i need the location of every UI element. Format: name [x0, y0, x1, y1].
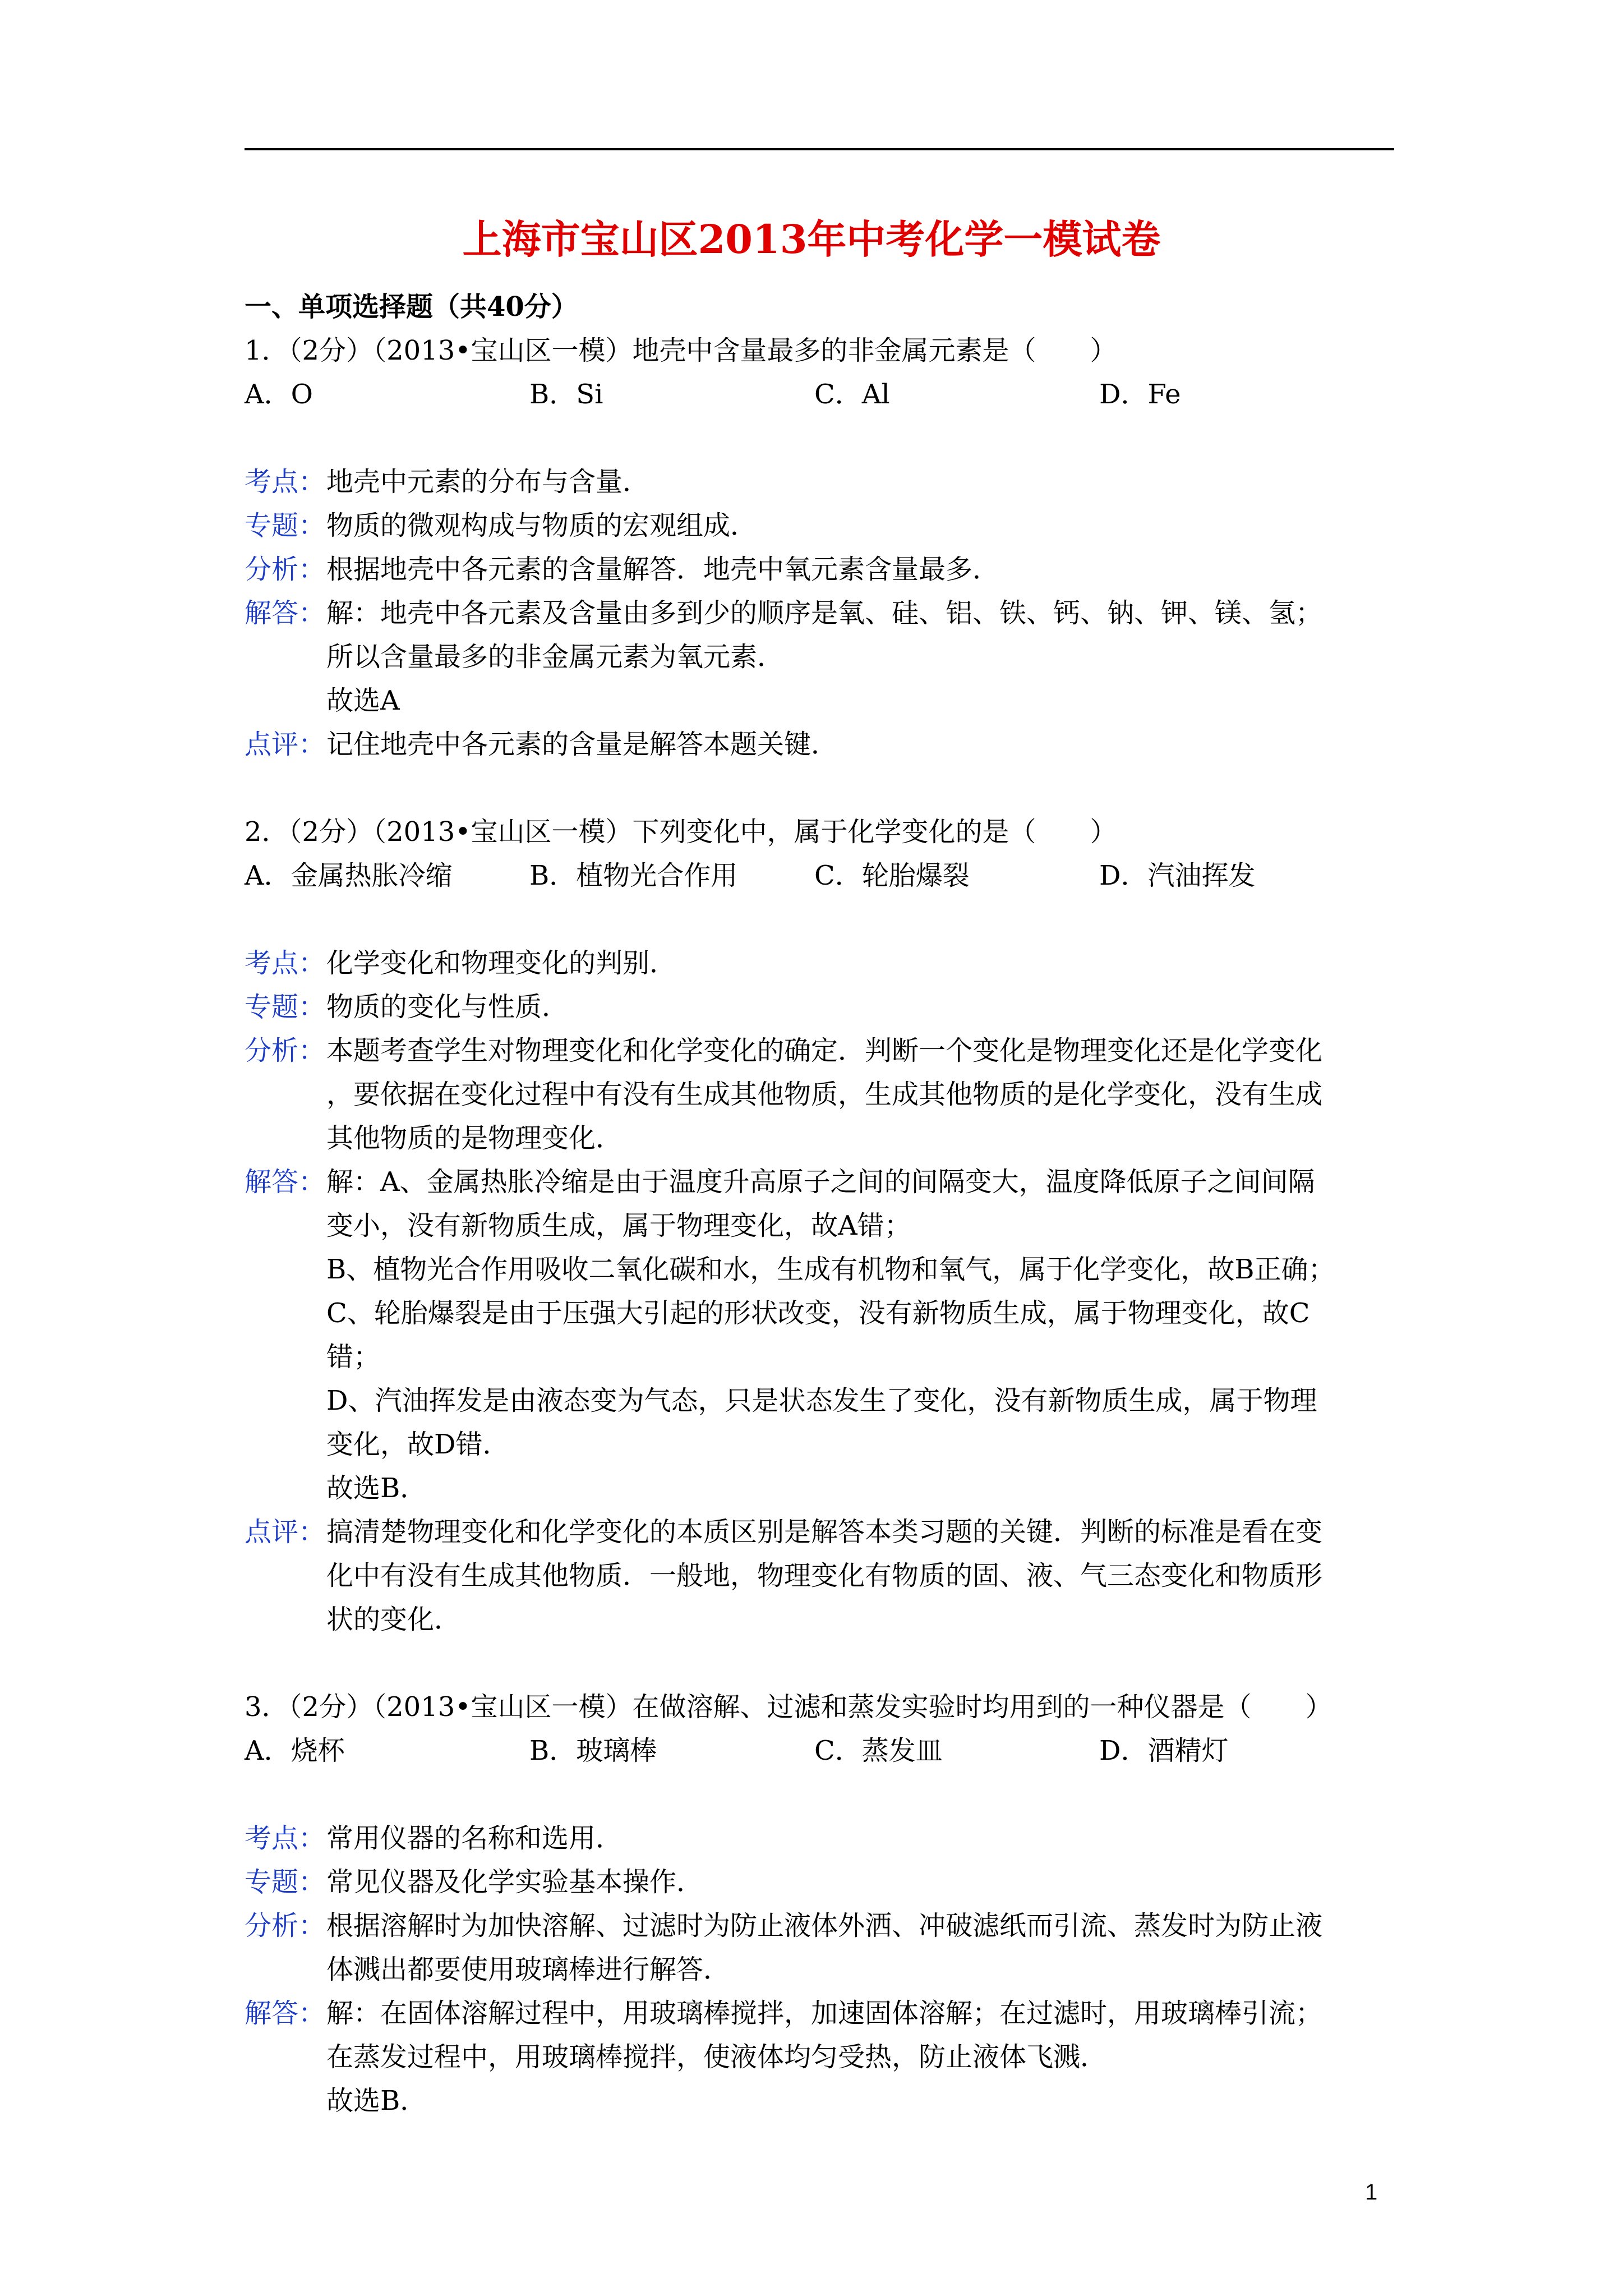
- dianping-label: 点评：: [245, 1516, 326, 1548]
- section-heading: 一、单项选择题（共40分）: [245, 291, 578, 323]
- jieda-row: [245, 1991, 1400, 2123]
- question-1: [245, 329, 1400, 766]
- page-number: 1: [1365, 2180, 1378, 2205]
- zhuanti-row: [245, 985, 1400, 1029]
- fenxi-line: 其他物质的是物理变化．: [326, 1122, 623, 1154]
- option-c: C．轮胎爆裂: [814, 860, 970, 891]
- fenxi-line: 本题考查学生对物理变化和化学变化的确定．判断一个变化是物理变化还是化学变化: [326, 1035, 1323, 1066]
- option-a: A．烧杯: [245, 1735, 345, 1766]
- fenxi-row: [245, 547, 1400, 591]
- fenxi-label: 分析：: [245, 1910, 326, 1941]
- option-c: C．Al: [814, 379, 890, 410]
- fenxi-line: 体溅出都要使用玻璃棒进行解答．: [326, 1954, 731, 1985]
- zhuanti-text: 物质的变化与性质．: [326, 991, 569, 1023]
- document-body: [245, 285, 1400, 2123]
- option-c: C．蒸发皿: [814, 1735, 943, 1766]
- option-b: B．植物光合作用: [529, 860, 738, 891]
- jieda-row: [245, 591, 1400, 723]
- jieda-line: 变化，故D错．: [326, 1429, 510, 1460]
- dianping-line: 搞清楚物理变化和化学变化的本质区别是解答本类习题的关键．判断的标准是看在变: [326, 1516, 1323, 1548]
- fenxi-row: [245, 1904, 1400, 1991]
- header-rule: [245, 148, 1394, 150]
- kaodian-label: 考点：: [245, 947, 326, 979]
- kaodian-row: [245, 941, 1400, 985]
- fenxi-line: ，要依据在变化过程中有没有生成其他物质，生成其他物质的是化学变化，没有生成: [326, 1079, 1323, 1110]
- question-stem: 2．（2分）（2013•宝山区一模）下列变化中，属于化学变化的是（ ）: [245, 816, 1117, 848]
- fenxi-row: [245, 1029, 1400, 1160]
- zhuanti-row: [245, 1860, 1400, 1904]
- kaodian-text: 化学变化和物理变化的判别．: [326, 947, 677, 979]
- question-stem: 1．（2分）（2013•宝山区一模）地壳中含量最多的非金属元素是（ ）: [245, 335, 1117, 366]
- fenxi-line: 根据地壳中各元素的含量解答．地壳中氧元素含量最多．: [326, 554, 1000, 585]
- options-row: [245, 1729, 1400, 1773]
- option-b: B．玻璃棒: [529, 1735, 657, 1766]
- question-stem: 3．（2分）（2013•宝山区一模）在做溶解、过滤和蒸发实验时均用到的一种仪器是（ ）: [245, 1691, 1332, 1723]
- kaodian-text: 地壳中元素的分布与含量．: [326, 466, 650, 498]
- jieda-line: B、植物光合作用吸收二氧化碳和水，生成有机物和氧气，属于化学变化，故B正确；: [326, 1254, 1335, 1285]
- jieda-line: 解：A、金属热胀冷缩是由于温度升高原子之间的间隔变大，温度降低原子之间间隔: [326, 1166, 1315, 1198]
- kaodian-row: [245, 460, 1400, 504]
- option-d: D．Fe: [1099, 379, 1181, 410]
- jieda-line: 解：在固体溶解过程中，用玻璃棒搅拌，加速固体溶解；在过滤时，用玻璃棒引流；: [326, 1998, 1323, 2029]
- fenxi-label: 分析：: [245, 1035, 326, 1066]
- dianping-line: 状的变化．: [326, 1604, 462, 1635]
- zhuanti-text: 常见仪器及化学实验基本操作．: [326, 1866, 704, 1898]
- option-d: D．酒精灯: [1099, 1735, 1229, 1766]
- jieda-line: 错；: [326, 1341, 381, 1373]
- dianping-row: [245, 723, 1400, 766]
- dianping-row: [245, 1510, 1400, 1641]
- zhuanti-text: 物质的微观构成与物质的宏观组成．: [326, 510, 758, 541]
- jieda-line: 变小，没有新物质生成，属于物理变化，故A错；: [326, 1210, 911, 1241]
- zhuanti-row: [245, 504, 1400, 547]
- kaodian-text: 常用仪器的名称和选用．: [326, 1823, 623, 1854]
- jieda-row: [245, 1160, 1400, 1510]
- option-d: D．汽油挥发: [1099, 860, 1256, 891]
- jieda-line: 在蒸发过程中，用玻璃棒搅拌，使液体均匀受热，防止液体飞溅．: [326, 2041, 1108, 2073]
- kaodian-label: 考点：: [245, 1823, 326, 1854]
- option-b: B．Si: [529, 379, 603, 410]
- dianping-label: 点评：: [245, 729, 326, 760]
- options-row: [245, 372, 1400, 416]
- jieda-line: 故选B．: [326, 2085, 427, 2116]
- dianping-line: 化中有没有生成其他物质．一般地，物理变化有物质的固、液、气三态变化和物质形: [326, 1560, 1323, 1591]
- fenxi-label: 分析：: [245, 554, 326, 585]
- option-a: A．金属热胀冷缩: [245, 860, 453, 891]
- options-row: [245, 854, 1400, 898]
- zhuanti-label: 专题：: [245, 1866, 326, 1898]
- jieda-label: 解答：: [245, 1998, 326, 2029]
- zhuanti-label: 专题：: [245, 510, 326, 541]
- question-2: [245, 810, 1400, 1641]
- zhuanti-label: 专题：: [245, 991, 326, 1023]
- question-3: [245, 1685, 1400, 2123]
- jieda-line: C、轮胎爆裂是由于压强大引起的形状改变，没有新物质生成，属于物理变化，故C: [326, 1297, 1310, 1329]
- jieda-line: 故选A: [326, 685, 400, 716]
- jieda-label: 解答：: [245, 1166, 326, 1198]
- option-a: A．O: [245, 379, 313, 410]
- jieda-label: 解答：: [245, 597, 326, 629]
- kaodian-row: [245, 1816, 1400, 1860]
- jieda-line: 故选B．: [326, 1473, 427, 1504]
- jieda-line: D、汽油挥发是由液态变为气态，只是状态发生了变化，没有新物质生成，属于物理: [326, 1385, 1317, 1416]
- page-title: 上海市宝山区2013年中考化学一模试卷: [462, 216, 1161, 263]
- jieda-line: 所以含量最多的非金属元素为氧元素．: [326, 641, 785, 673]
- jieda-line: 解：地壳中各元素及含量由多到少的顺序是氧、硅、铝、铁、钙、钠、钾、镁、氢；: [326, 597, 1323, 629]
- kaodian-label: 考点：: [245, 466, 326, 498]
- dianping-line: 记住地壳中各元素的含量是解答本题关键．: [326, 729, 838, 760]
- fenxi-line: 根据溶解时为加快溶解、过滤时为防止液体外洒、冲破滤纸而引流、蒸发时为防止液: [326, 1910, 1323, 1941]
